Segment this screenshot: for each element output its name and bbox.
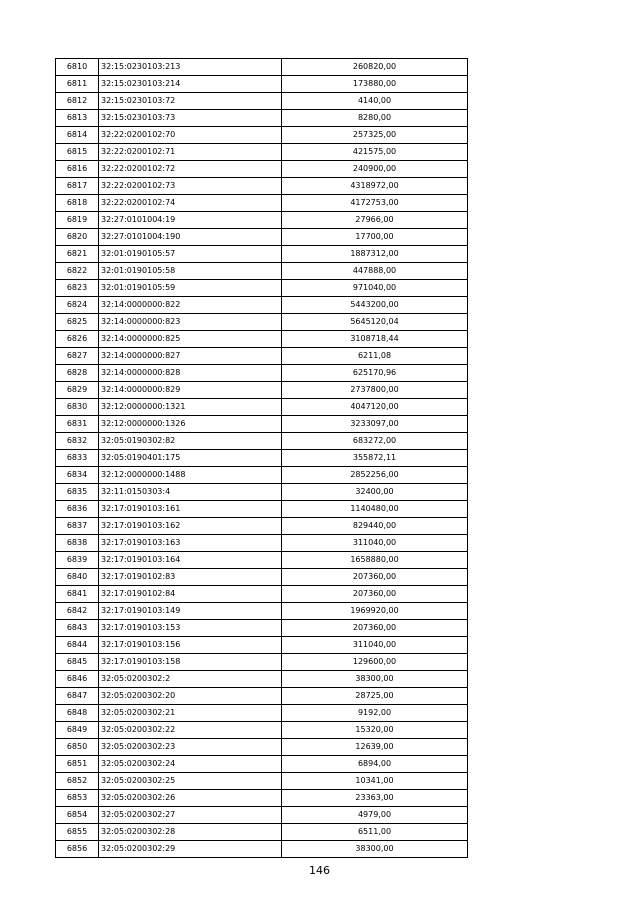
row-number-cell: 6816	[56, 161, 99, 178]
cadastral-number-cell: 32:05:0200302:21	[99, 705, 282, 722]
row-number-cell: 6838	[56, 535, 99, 552]
table-row	[56, 552, 468, 569]
cadastral-number-cell: 32:05:0190401:175	[99, 450, 282, 467]
cadastral-number-cell: 32:14:0000000:828	[99, 365, 282, 382]
value-cell: 1140480,00	[282, 501, 468, 518]
value-cell: 2852256,00	[282, 467, 468, 484]
table-row	[56, 450, 468, 467]
row-number-cell: 6828	[56, 365, 99, 382]
table-row	[56, 756, 468, 773]
table-row	[56, 331, 468, 348]
table-row	[56, 433, 468, 450]
table-row	[56, 569, 468, 586]
table-row	[56, 161, 468, 178]
value-cell: 683272,00	[282, 433, 468, 450]
cadastral-number-cell: 32:05:0200302:22	[99, 722, 282, 739]
table-row	[56, 484, 468, 501]
value-cell: 6894,00	[282, 756, 468, 773]
cadastral-number-cell: 32:15:0230103:214	[99, 76, 282, 93]
table-row	[56, 195, 468, 212]
cadastral-number-cell: 32:05:0200302:28	[99, 824, 282, 841]
value-cell: 829440,00	[282, 518, 468, 535]
table-row	[56, 620, 468, 637]
table-row	[56, 501, 468, 518]
row-number-cell: 6830	[56, 399, 99, 416]
page-number: 146	[309, 864, 330, 877]
table-row	[56, 382, 468, 399]
cadastral-number-cell: 32:05:0200302:23	[99, 739, 282, 756]
table-row	[56, 93, 468, 110]
cadastral-number-cell: 32:05:0200302:2	[99, 671, 282, 688]
row-number-cell: 6820	[56, 229, 99, 246]
value-cell: 971040,00	[282, 280, 468, 297]
value-cell: 257325,00	[282, 127, 468, 144]
cadastral-number-cell: 32:17:0190103:161	[99, 501, 282, 518]
cadastral-number-cell: 32:12:0000000:1326	[99, 416, 282, 433]
row-number-cell: 6822	[56, 263, 99, 280]
value-cell: 625170,96	[282, 365, 468, 382]
cadastral-number-cell: 32:15:0230103:73	[99, 110, 282, 127]
cadastral-number-cell: 32:05:0200302:20	[99, 688, 282, 705]
row-number-cell: 6845	[56, 654, 99, 671]
row-number-cell: 6850	[56, 739, 99, 756]
cadastral-number-cell: 32:11:0150303:4	[99, 484, 282, 501]
row-number-cell: 6815	[56, 144, 99, 161]
cadastral-number-cell: 32:14:0000000:827	[99, 348, 282, 365]
row-number-cell: 6844	[56, 637, 99, 654]
row-number-cell: 6837	[56, 518, 99, 535]
table-row	[56, 790, 468, 807]
cadastral-number-cell: 32:14:0000000:823	[99, 314, 282, 331]
cadastral-number-cell: 32:22:0200102:73	[99, 178, 282, 195]
table-row	[56, 280, 468, 297]
cadastral-number-cell: 32:17:0190103:162	[99, 518, 282, 535]
row-number-cell: 6819	[56, 212, 99, 229]
table-row	[56, 399, 468, 416]
row-number-cell: 6818	[56, 195, 99, 212]
cadastral-number-cell: 32:01:0190105:57	[99, 246, 282, 263]
table-row	[56, 348, 468, 365]
cadastral-number-cell: 32:17:0190103:158	[99, 654, 282, 671]
cadastral-number-cell: 32:05:0200302:26	[99, 790, 282, 807]
row-number-cell: 6823	[56, 280, 99, 297]
row-number-cell: 6841	[56, 586, 99, 603]
table-row	[56, 705, 468, 722]
row-number-cell: 6836	[56, 501, 99, 518]
row-number-cell: 6812	[56, 93, 99, 110]
cadastral-number-cell: 32:14:0000000:825	[99, 331, 282, 348]
row-number-cell: 6817	[56, 178, 99, 195]
value-cell: 23363,00	[282, 790, 468, 807]
table-row	[56, 110, 468, 127]
row-number-cell: 6847	[56, 688, 99, 705]
table-row	[56, 824, 468, 841]
row-number-cell: 6856	[56, 841, 99, 858]
value-cell: 8280,00	[282, 110, 468, 127]
cadastral-number-cell: 32:17:0190103:153	[99, 620, 282, 637]
value-cell: 1969920,00	[282, 603, 468, 620]
cadastral-number-cell: 32:17:0190103:163	[99, 535, 282, 552]
value-cell: 3108718,44	[282, 331, 468, 348]
table-row	[56, 807, 468, 824]
row-number-cell: 6855	[56, 824, 99, 841]
row-number-cell: 6827	[56, 348, 99, 365]
table-row	[56, 229, 468, 246]
row-number-cell: 6835	[56, 484, 99, 501]
value-cell: 6511,00	[282, 824, 468, 841]
value-cell: 173880,00	[282, 76, 468, 93]
row-number-cell: 6813	[56, 110, 99, 127]
data-table	[55, 58, 468, 858]
row-number-cell: 6811	[56, 76, 99, 93]
cadastral-number-cell: 32:12:0000000:1321	[99, 399, 282, 416]
table-row	[56, 773, 468, 790]
table-row	[56, 76, 468, 93]
value-cell: 38300,00	[282, 671, 468, 688]
cadastral-number-cell: 32:14:0000000:822	[99, 297, 282, 314]
row-number-cell: 6829	[56, 382, 99, 399]
value-cell: 17700,00	[282, 229, 468, 246]
table-row	[56, 127, 468, 144]
table-row	[56, 671, 468, 688]
row-number-cell: 6834	[56, 467, 99, 484]
table-row	[56, 59, 468, 76]
cadastral-number-cell: 32:05:0190302:82	[99, 433, 282, 450]
value-cell: 28725,00	[282, 688, 468, 705]
value-cell: 447888,00	[282, 263, 468, 280]
value-cell: 10341,00	[282, 773, 468, 790]
value-cell: 9192,00	[282, 705, 468, 722]
cadastral-number-cell: 32:17:0190103:156	[99, 637, 282, 654]
table-row	[56, 637, 468, 654]
cadastral-number-cell: 32:22:0200102:70	[99, 127, 282, 144]
table-body	[56, 59, 468, 858]
value-cell: 38300,00	[282, 841, 468, 858]
cadastral-number-cell: 32:22:0200102:72	[99, 161, 282, 178]
row-number-cell: 6851	[56, 756, 99, 773]
row-number-cell: 6854	[56, 807, 99, 824]
cadastral-number-cell: 32:15:0230103:213	[99, 59, 282, 76]
value-cell: 15320,00	[282, 722, 468, 739]
value-cell: 311040,00	[282, 535, 468, 552]
row-number-cell: 6843	[56, 620, 99, 637]
table-row	[56, 314, 468, 331]
cadastral-number-cell: 32:12:0000000:1488	[99, 467, 282, 484]
table-row	[56, 654, 468, 671]
cadastral-number-cell: 32:27:0101004:19	[99, 212, 282, 229]
value-cell: 27966,00	[282, 212, 468, 229]
table-row	[56, 178, 468, 195]
row-number-cell: 6821	[56, 246, 99, 263]
value-cell: 6211,08	[282, 348, 468, 365]
value-cell: 260820,00	[282, 59, 468, 76]
value-cell: 240900,00	[282, 161, 468, 178]
value-cell: 129600,00	[282, 654, 468, 671]
value-cell: 4318972,00	[282, 178, 468, 195]
table-row	[56, 535, 468, 552]
value-cell: 5645120,04	[282, 314, 468, 331]
row-number-cell: 6825	[56, 314, 99, 331]
cadastral-number-cell: 32:17:0190103:149	[99, 603, 282, 620]
row-number-cell: 6842	[56, 603, 99, 620]
cadastral-number-cell: 32:14:0000000:829	[99, 382, 282, 399]
row-number-cell: 6852	[56, 773, 99, 790]
table-row	[56, 144, 468, 161]
value-cell: 207360,00	[282, 620, 468, 637]
row-number-cell: 6832	[56, 433, 99, 450]
value-cell: 355872,11	[282, 450, 468, 467]
value-cell: 4172753,00	[282, 195, 468, 212]
cadastral-number-cell: 32:22:0200102:71	[99, 144, 282, 161]
value-cell: 207360,00	[282, 586, 468, 603]
cadastral-number-cell: 32:22:0200102:74	[99, 195, 282, 212]
cadastral-number-cell: 32:27:0101004:190	[99, 229, 282, 246]
table-row	[56, 263, 468, 280]
table-row	[56, 416, 468, 433]
cadastral-number-cell: 32:05:0200302:29	[99, 841, 282, 858]
row-number-cell: 6810	[56, 59, 99, 76]
cadastral-number-cell: 32:05:0200302:27	[99, 807, 282, 824]
table-row	[56, 603, 468, 620]
row-number-cell: 6831	[56, 416, 99, 433]
value-cell: 421575,00	[282, 144, 468, 161]
cadastral-number-cell: 32:05:0200302:25	[99, 773, 282, 790]
table-row	[56, 586, 468, 603]
value-cell: 32400,00	[282, 484, 468, 501]
row-number-cell: 6814	[56, 127, 99, 144]
table-row	[56, 212, 468, 229]
row-number-cell: 6846	[56, 671, 99, 688]
table-row	[56, 365, 468, 382]
table-row	[56, 688, 468, 705]
value-cell: 3233097,00	[282, 416, 468, 433]
cadastral-number-cell: 32:01:0190105:59	[99, 280, 282, 297]
cadastral-number-cell: 32:17:0190102:84	[99, 586, 282, 603]
value-cell: 5443200,00	[282, 297, 468, 314]
cadastral-number-cell: 32:17:0190103:164	[99, 552, 282, 569]
row-number-cell: 6826	[56, 331, 99, 348]
table-row	[56, 297, 468, 314]
table-row	[56, 739, 468, 756]
table-row	[56, 467, 468, 484]
row-number-cell: 6849	[56, 722, 99, 739]
cadastral-number-cell: 32:05:0200302:24	[99, 756, 282, 773]
value-cell: 1658880,00	[282, 552, 468, 569]
row-number-cell: 6848	[56, 705, 99, 722]
value-cell: 207360,00	[282, 569, 468, 586]
table-row	[56, 722, 468, 739]
row-number-cell: 6840	[56, 569, 99, 586]
value-cell: 4979,00	[282, 807, 468, 824]
table-row	[56, 518, 468, 535]
value-cell: 1887312,00	[282, 246, 468, 263]
value-cell: 311040,00	[282, 637, 468, 654]
row-number-cell: 6824	[56, 297, 99, 314]
value-cell: 4140,00	[282, 93, 468, 110]
value-cell: 12639,00	[282, 739, 468, 756]
row-number-cell: 6839	[56, 552, 99, 569]
cadastral-number-cell: 32:01:0190105:58	[99, 263, 282, 280]
cadastral-number-cell: 32:17:0190102:83	[99, 569, 282, 586]
row-number-cell: 6833	[56, 450, 99, 467]
cadastral-number-cell: 32:15:0230103:72	[99, 93, 282, 110]
row-number-cell: 6853	[56, 790, 99, 807]
value-cell: 2737800,00	[282, 382, 468, 399]
table-row	[56, 841, 468, 858]
value-cell: 4047120,00	[282, 399, 468, 416]
table-row	[56, 246, 468, 263]
